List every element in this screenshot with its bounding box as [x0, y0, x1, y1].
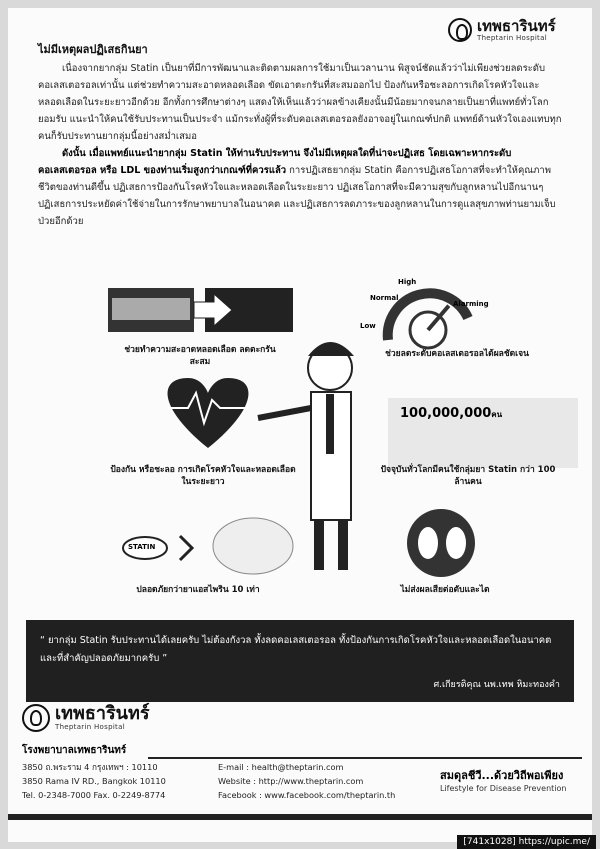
image-credit: [741x1028] https://upic.me/ — [457, 835, 596, 849]
doctor-quote — [26, 620, 574, 702]
caption-prevent-heart-disease: ป้องกัน หรือชะลอ การเกิดโรคหัวใจและหลอดเลือดในระยะยาว — [110, 465, 296, 487]
website-link[interactable]: Website : http://www.theptarin.com — [218, 776, 364, 786]
facebook-link[interactable]: Facebook : www.facebook.com/theptarin.th — [218, 790, 396, 800]
users-number: 100,000,000 — [400, 406, 492, 421]
aspirin-pills-image — [213, 518, 293, 574]
caption-clean-vessel: ช่วยทำความสะอาดหลอดเลือด ลดตะกรันสะสม — [124, 345, 276, 367]
infographic — [8, 268, 592, 608]
hospital-name: โรงพยาบาลเทพธารินทร์ — [22, 745, 127, 756]
chevron-right-icon — [180, 536, 192, 560]
caption-no-liver-kidney-effect: ไม่ส่งผลเสียต่อตับและไต — [400, 585, 490, 595]
gauge-label-low: Low — [360, 322, 376, 330]
footer-logo-thai: เทพธารินทร์ — [55, 703, 150, 724]
paragraph-2: การปฏิเสธยากลุ่ม Statin คือการปฏิเสธโอกาสที่จะทำให้คุณภาพชีวิตของท่านดีขึ้น ปฏิเสธการป้องกันโรคหัวใจและหลอดเลือดในระยะยาว ปฏิเสธโอกาสที่จะมีความสุขกับลูกหลานไปอีกนานๆ ปฏิเสธการประหยัดค่าใช้จ่ายในการรักษาพยาบาลในอนาคต และปฏิเสธการลดภาระของลูกหลานในการดูแลสุขภาพท่านยามเจ็บป่วยอีกด้วย — [38, 165, 556, 227]
logo-thai: เทพธารินทร์ — [477, 16, 556, 35]
footer-divider — [148, 757, 582, 759]
caption-safer-than-aspirin: ปลอดภัยกว่ายาแอสไพริน 10 เท่า — [136, 585, 260, 595]
paragraph-1: เนื่องจากยากลุ่ม Statin เป็นยาที่มีการพัฒนาและติดตามผลการใช้มาเป็นเวลานาน พิสูจน์ชัดแล้วว่าไม่เพียงช่วยลดระดับคอเลสเตอรอลเท่านั้น แต่ช่วยทำความสะอาดหลอดเลือด ขัดเอาตะกรันที่สะสมออกไป ป้องกันหรือชะลอการเกิดโรคหัวใจและหลอดเลือดในระยะยาวอีกด้วย อีกทั้งการศึกษาต่างๆ แสดงให้เห็นแล้วว่าผลข้างเคียงนั้นมีน้อยมากจนกลายเป็นยาที่แพทย์ทั่วโลกยอมรับ แนะนำให้คนใช้รับประทานเป็นประจำ แม้กระทั่งผู้ที่ระดับคอเลสเตอรอลยังอาจอยู่ในเกณฑ์ปกติ แพทย์ด้านหัวใจเองแทบทุกคนก็รับประทานยากลุ่มนี้อย่างสม่ำเสมอ — [38, 63, 562, 142]
hospital-logo-icon — [22, 704, 50, 732]
address-english: 3850 Rama IV RD., Bangkok 10110 — [22, 776, 166, 786]
caption-worldwide-users: ปัจจุบันทั่วโลกมีคนใช้กลุ่มยา Statin กว่า 100 ล้านคน — [380, 465, 556, 487]
quote-text: “ ยากลุ่ม Statin รับประทานได้เลยครับ ไม่ต้องกังวล ทั้งลดคอเลสเตอรอล ทั้งป้องกันการเกิดโรคหัวใจและหลอดเลือดในอนาคต และที่สำคัญปลอดภัยมากครับ ” — [40, 635, 552, 664]
quote-author: ศ.เกียรติคุณ นพ.เทพ หิมะทองคำ — [433, 680, 560, 690]
caption-lower-cholesterol: ช่วยลดระดับคอเลสเตอรอลได้ผลชัดเจน — [385, 349, 529, 359]
slogan-english: Lifestyle for Disease Prevention — [440, 784, 567, 793]
article-title: ไม่มีเหตุผลปฏิเสธกินยา — [38, 43, 148, 56]
logo-english: Theptarin Hospital — [477, 33, 547, 42]
slogan-thai: สมดุลชีวี...ด้วยวิถีพอเพียง — [440, 769, 564, 782]
gauge-label-alarming: Alarming — [453, 300, 489, 308]
phone-fax: Tel. 0-2348-7000 Fax. 0-2249-8774 — [22, 790, 166, 800]
gauge-label-normal: Normal — [370, 294, 399, 302]
address-thai: 3850 ถ.พระราม 4 กรุงเทพฯ : 10110 — [22, 762, 158, 772]
address-block — [22, 760, 166, 802]
document-page — [8, 8, 592, 842]
footer-logo — [22, 704, 149, 732]
email-link[interactable]: E-mail : health@theptarin.com — [218, 762, 344, 772]
online-contacts — [218, 760, 395, 802]
users-unit: คน — [491, 410, 503, 419]
users-count — [400, 406, 502, 421]
hospital-logo-icon — [448, 18, 472, 42]
bottom-band — [8, 814, 592, 820]
article-body — [38, 60, 562, 230]
pill-label: STATIN — [128, 543, 156, 551]
gauge-label-high: High — [398, 278, 417, 286]
footer-logo-english: Theptarin Hospital — [55, 723, 125, 731]
paragraph-2-bold: ดังนั้น เมื่อแพทย์แนะนำยากลุ่ม Statin ให้ท่านรับประทาน จึงไม่มีเหตุผลใดที่น่าจะปฏิเสธ โดยเฉพาะหากระดับคอเลสเตอรอล หรือ LDL ของท่านเริ่มสูงกว่าเกณฑ์ที่ควรแล้ว — [38, 148, 512, 176]
header-logo — [448, 18, 556, 42]
